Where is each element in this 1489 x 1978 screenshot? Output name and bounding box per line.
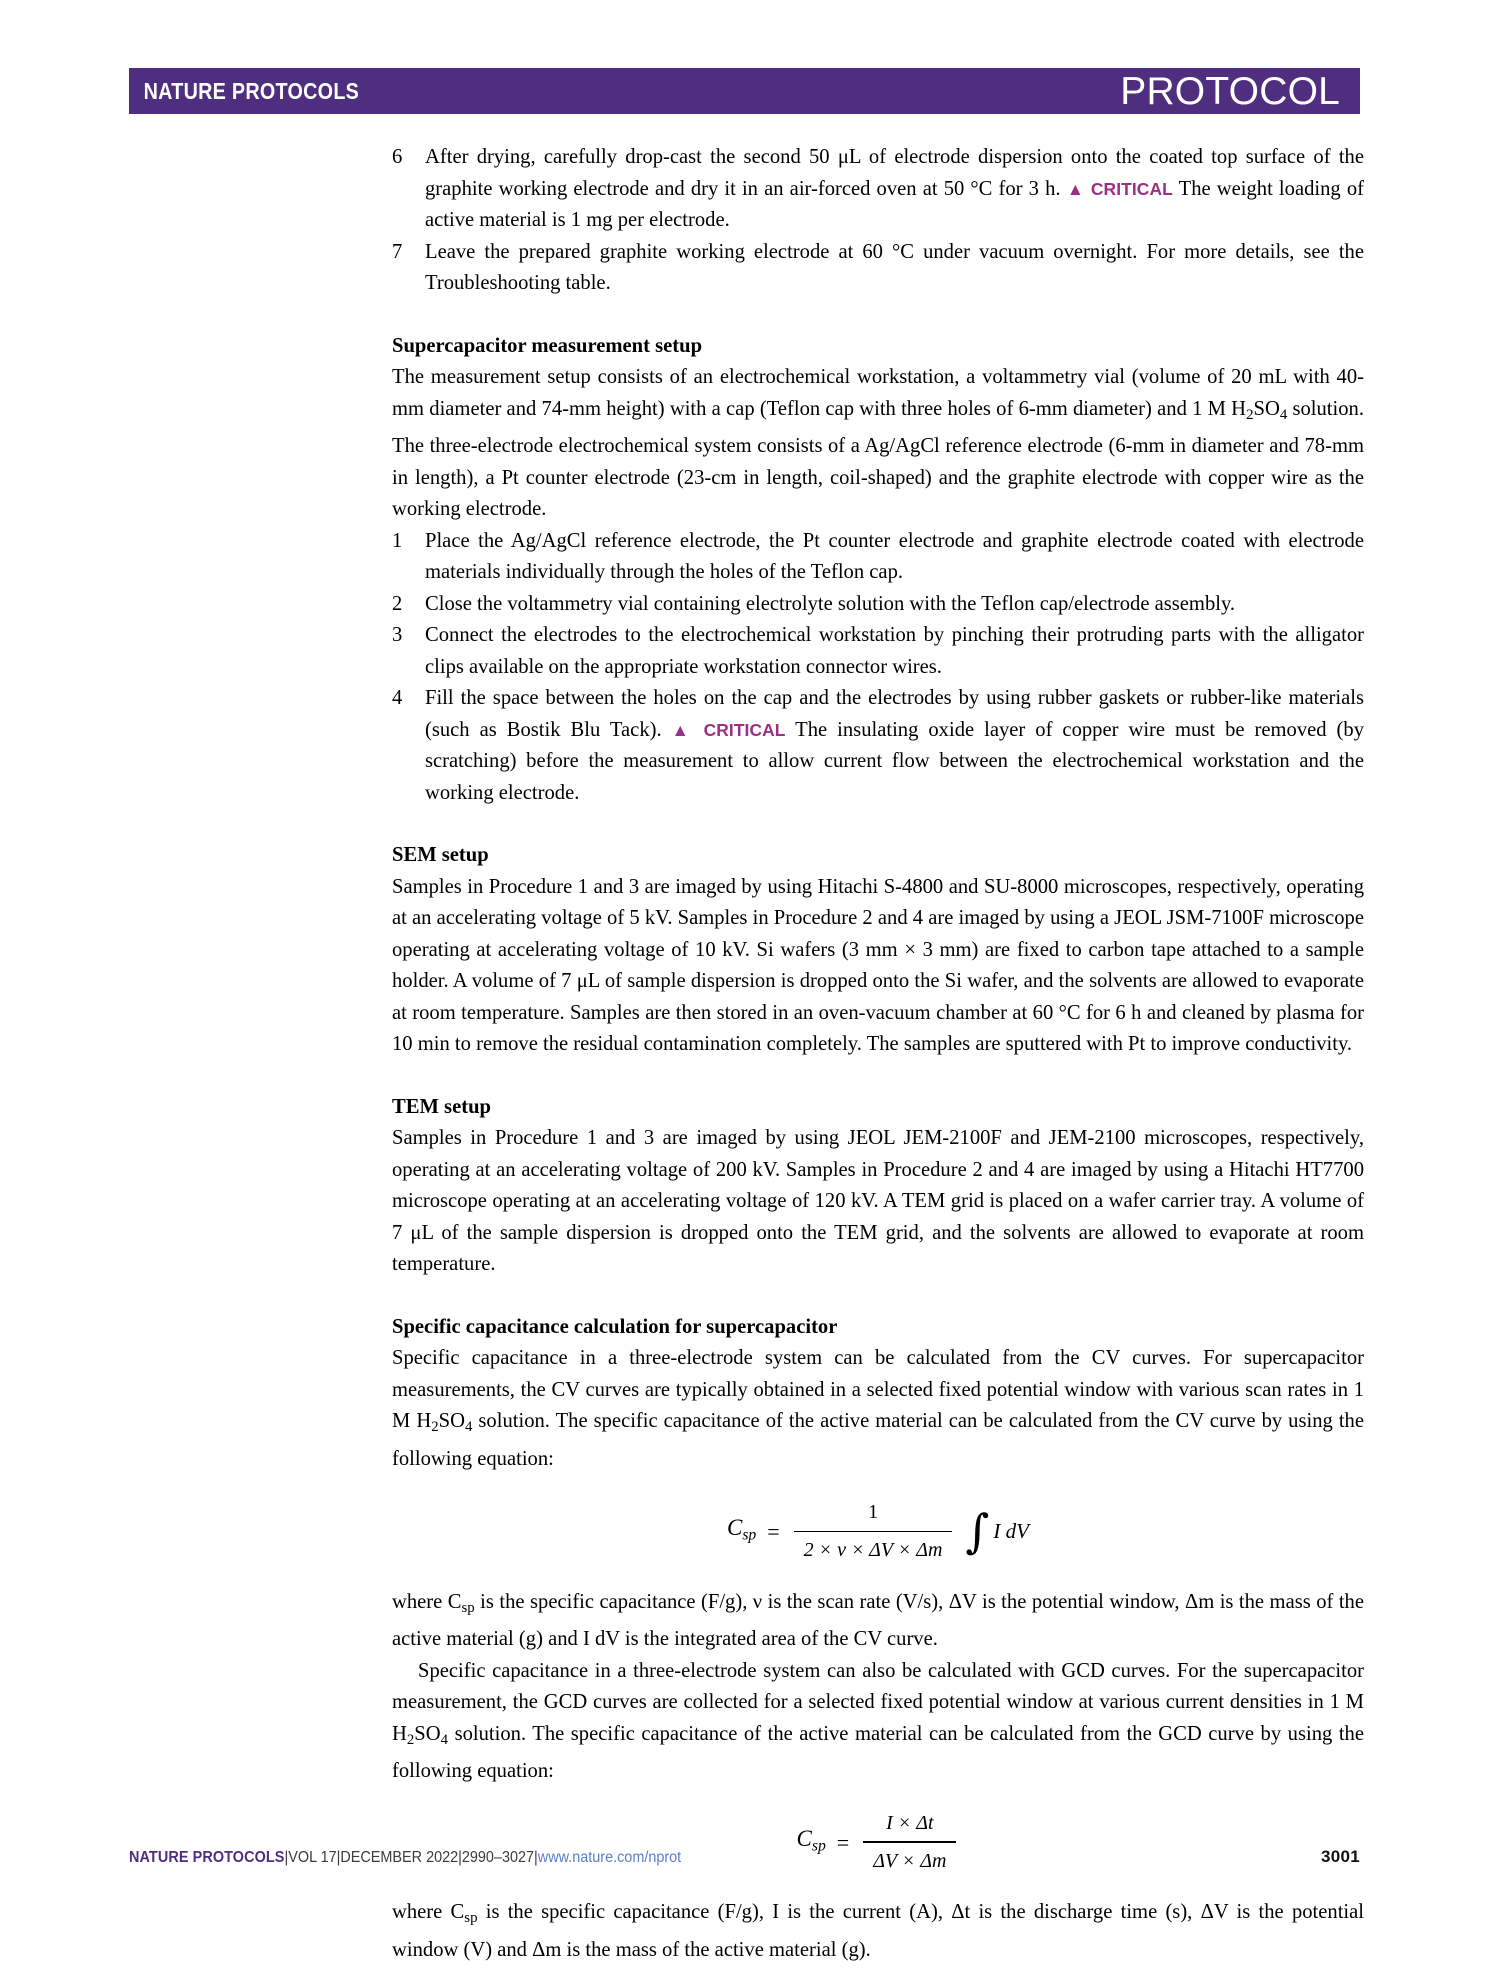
subscript-sp: sp: [461, 1599, 475, 1616]
step-number: 3: [392, 624, 403, 647]
list-item: [392, 683, 1364, 809]
step-text-before: Fill the space between the holes on the cap and the electrodes by using rubber gaskets or rubber-like materials (such as Bostik Blu Tack).: [425, 687, 1364, 741]
section-heading-capacitance: Specific capacitance calculation for supercapacitor: [392, 1315, 838, 1338]
eq1-lhs-subscript: sp: [742, 1527, 757, 1545]
footer-journal-name: NATURE PROTOCOLS: [129, 1849, 285, 1866]
equation-lhs: [727, 1512, 756, 1551]
step-number: 7: [392, 240, 403, 263]
step-text: [425, 142, 1364, 237]
step-number: 6: [392, 146, 403, 168]
intro-text-c: solution. The three-electrode electrochemical system consists of a Ag/AgCl reference electrode (6-mm in diameter and 78-mm in length), a Pt counter electrode (23-cm in length, coil-shaped) and the graphite electrode with copper wire as the working electrode.: [392, 397, 1364, 521]
fraction-denominator: 2 × ν × ΔV × Δm: [803, 1539, 943, 1562]
intro-text-a: The measurement setup consists of an electrochemical workstation, a voltammetry vial (volume of 20 mL with 40-mm diameter and 74-mm height) with a cap (Teflon cap with three holes of 6-mm diameter) and 1 M H: [392, 366, 1364, 420]
footer-issue-info: |VOL 17|DECEMBER 2022|2990–3027|: [284, 1849, 538, 1866]
page-footer: [129, 1847, 1360, 1867]
subscript-2: 2: [406, 1731, 415, 1748]
subscript-4: 4: [1279, 406, 1288, 423]
step-text: [425, 620, 1364, 683]
capacitance-paragraph-2: [392, 1587, 1364, 1656]
critical-marker: ▲ CRITICAL: [1066, 178, 1173, 199]
step-text: [425, 237, 1364, 300]
capacitance-paragraph-4: [392, 1897, 1364, 1966]
supercapacitor-steps-list: [392, 526, 1364, 810]
cap-p1-c: solution. The specific capacitance of the active material can be calculated from the CV curve by using the following equation:: [392, 1410, 1364, 1470]
eq2-lhs-subscript: sp: [811, 1837, 826, 1855]
step-number: 2: [392, 592, 403, 615]
integral-icon: ∫: [965, 1503, 990, 1558]
step-number: 1: [392, 529, 403, 552]
journal-title: NATURE PROTOCOLS: [143, 77, 360, 104]
capacitance-paragraph-3: [392, 1656, 1364, 1788]
cap-p2-b: is the specific capacitance (F/g), ν is the scan rate (V/s), ΔV is the potential window, Δm is the mass of the active material (g) and I dV is the integrated area of the CV curve.: [392, 1590, 1364, 1651]
list-item: [392, 142, 1364, 237]
step-text: [425, 683, 1364, 809]
subscript-2: 2: [431, 1419, 439, 1436]
step-text-before: Place the Ag/AgCl reference electrode, the Pt counter electrode and graphite electrode coated with electrode materials individually through the holes of the Teflon cap.: [425, 529, 1364, 584]
intro-text-b: SO: [1253, 397, 1280, 420]
step-text-before: Connect the electrodes to the electrochemical workstation by pinching their protruding parts with the alligator clips available on the appropriate workstation connector wires.: [425, 624, 1364, 678]
document-type-label: PROTOCOL: [1120, 69, 1340, 113]
list-item: [392, 589, 1364, 621]
supercapacitor-intro-paragraph: [392, 362, 1364, 526]
footer-citation: [129, 1849, 681, 1867]
fraction-numerator: 1: [868, 1501, 879, 1524]
list-item: [392, 620, 1364, 683]
step-text-before: Leave the prepared graphite working electrode at 60 °C under vacuum overnight. For more details, see the Troubleshooting table.: [425, 240, 1364, 294]
subscript-4: 4: [464, 1419, 473, 1436]
cap-p3-b: SO: [414, 1722, 441, 1745]
step-text: [425, 589, 1364, 621]
cap-p1-b: SO: [438, 1410, 465, 1433]
equals-sign: =: [767, 1519, 780, 1545]
eq1-lhs-symbol: C: [727, 1515, 743, 1541]
section-heading-tem: TEM setup: [392, 1095, 491, 1118]
equation-specific-capacitance-cv: [392, 1497, 1364, 1566]
cap-p2-a: where C: [392, 1590, 462, 1613]
step-text-after: The weight loading of active material is 1 mg per electrode.: [425, 177, 1364, 231]
capacitance-paragraph-1: [392, 1343, 1364, 1475]
equation-row: [727, 1497, 1029, 1566]
cap-p4-a: where C: [392, 1901, 465, 1924]
subscript-2: 2: [1246, 406, 1254, 423]
cap-p4-b: is the specific capacitance (F/g), I is the current (A), Δt is the discharge time (s), ΔV is the potential window (V) and Δm is the mass of the active material (g).: [392, 1901, 1364, 1961]
cap-p3-c: solution. The specific capacitance of the active material can be calculated from the GCD curve by using the following equation:: [392, 1722, 1364, 1783]
section-heading-sem: SEM setup: [392, 844, 489, 867]
equation-fraction: [794, 1497, 953, 1566]
subscript-4: 4: [440, 1731, 449, 1748]
step-text-before: After drying, carefully drop-cast the second 50 μL of electrode dispersion onto the coated top surface of the graphite working electrode and dry it in an air-forced oven at 50 °C for 3 h.: [425, 146, 1364, 200]
steps-list-continued: [392, 142, 1364, 300]
section-heading-supercapacitor: Supercapacitor measurement setup: [392, 334, 703, 357]
tem-paragraph: Samples in Procedure 1 and 3 are imaged by using JEOL JEM-2100F and JEM-2100 microscopes, respectively, operating at an accelerating voltage of 200 kV. Samples in Procedure 2 and 4 are imaged by using a Hitachi HT7700 microscope operating at an accelerating voltage of 120 kV. A TEM grid is placed on a wafer carrier tray. A volume of 7 μL of the sample dispersion is dropped onto the TEM grid, and the solvents are allowed to evaporate at room temperature.: [392, 1127, 1364, 1276]
sem-paragraph: Samples in Procedure 1 and 3 are imaged by using Hitachi S-4800 and SU-8000 microscopes, respectively, operating at an accelerating voltage of 5 kV. Samples in Procedure 2 and 4 are imaged by using a JEOL JSM-7100F microscope operating at accelerating voltage of 10 kV. Si wafers (3 mm × 3 mm) are fixed to carbon tape attached to a sample holder. A volume of 7 μL of sample dispersion is dropped onto the Si wafer, and the solvents are allowed to evaporate at room temperature. Samples are then stored in an oven-vacuum chamber at 60 °C for 6 h and cleaned by plasma for 10 min to remove the residual contamination completely. The samples are sputtered with Pt to improve conductivity.: [392, 875, 1364, 1056]
page-content: [392, 142, 1364, 1966]
page-header-bar: [129, 68, 1360, 114]
step-number: 4: [392, 687, 403, 710]
step-text-before: Close the voltammetry vial containing electrolyte solution with the Teflon cap/electrode assembly.: [425, 592, 1236, 615]
list-item: [392, 526, 1364, 589]
footer-url-link[interactable]: www.nature.com/nprot: [537, 1849, 682, 1866]
critical-marker: ▲ CRITICAL: [671, 719, 786, 740]
list-item: [392, 237, 1364, 300]
page-number: 3001: [1320, 1847, 1360, 1866]
step-text: [425, 526, 1364, 589]
fraction-denominator: ΔV × Δm: [873, 1849, 947, 1872]
integrand: I dV: [993, 1519, 1029, 1544]
equals-sign: =: [836, 1829, 850, 1855]
cap-p3-a: Specific capacitance in a three-electrode system can also be calculated with GCD curves. For the supercapacitor measurement, the GCD curves are collected for a selected fixed potential window at various current densities in 1 M H: [392, 1659, 1364, 1745]
cap-p1-a: Specific capacitance in a three-electrode system can be calculated from the CV curves. For supercapacitor measurements, the CV curves are typically obtained in a selected fixed potential window with various scan rates in 1 M H: [392, 1347, 1364, 1433]
fraction-numerator: I × Δt: [886, 1811, 934, 1834]
eq2-lhs-symbol: C: [796, 1826, 812, 1852]
step-text-after: The insulating oxide layer of copper wire must be removed (by scratching) before the measurement to allow current flow between the electrochemical workstation and the working electrode.: [425, 718, 1365, 804]
subscript-sp: sp: [464, 1910, 478, 1927]
